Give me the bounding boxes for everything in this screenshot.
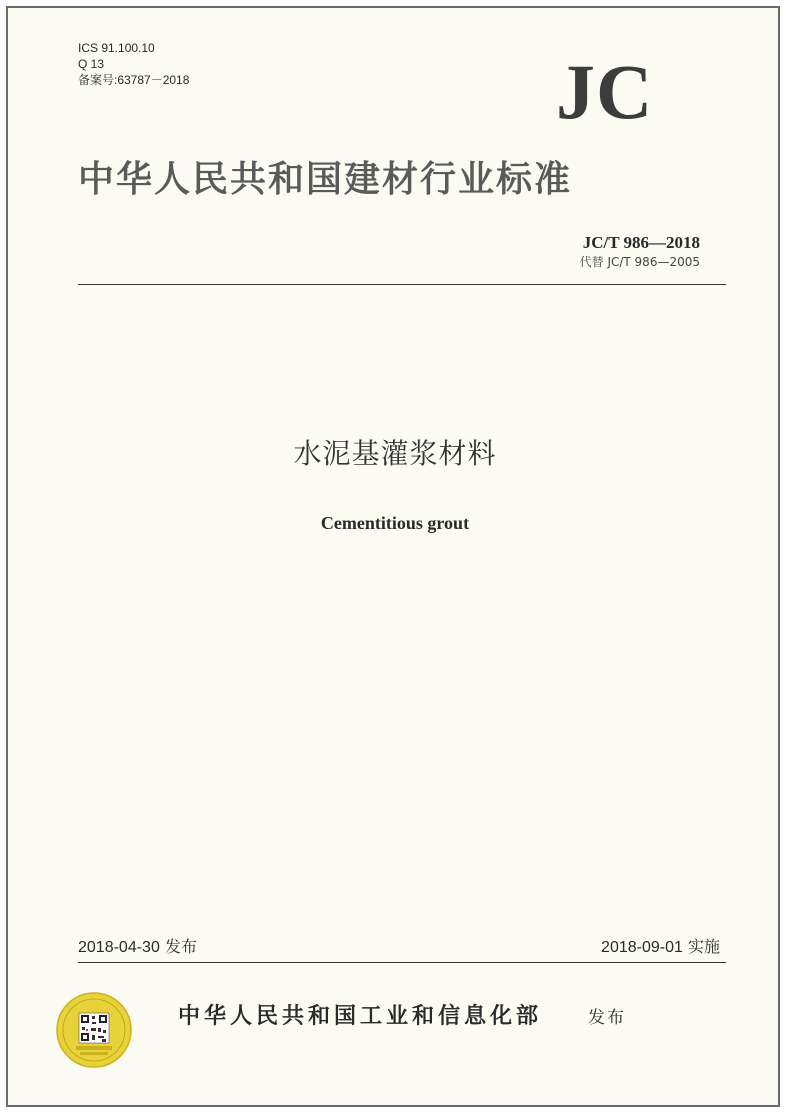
classification-block (78, 40, 189, 88)
issue-label: 发布 (164, 937, 197, 956)
standard-category-title: 中华人民共和国建材行业标准 (78, 159, 573, 200)
jc-logo: JC (556, 48, 654, 135)
standard-code-block (580, 233, 700, 271)
document-cover (6, 6, 780, 1107)
standard-number: JC/T 986—2018 (582, 233, 700, 252)
issuing-authority: 中华人民共和国工业和信息化部 (178, 1004, 543, 1029)
top-divider (78, 284, 726, 285)
filing-number: 备案号:63787－2018 (78, 73, 190, 87)
issue-date-line (78, 936, 197, 959)
implementation-label: 实施 (687, 937, 720, 956)
anti-counterfeit-qr-seal-icon (56, 992, 132, 1068)
issue-date: 2018-04-30 (78, 939, 160, 956)
bottom-divider (78, 962, 726, 963)
ics-code: ICS 91.100.10 (78, 41, 155, 55)
issuing-action: 发布 (588, 1008, 626, 1028)
implementation-date: 2018-09-01 (601, 939, 683, 956)
document-title-chinese: 水泥基灌浆材料 (293, 437, 497, 470)
document-title-english: Cementitious grout (320, 513, 470, 533)
ccs-code: Q 13 (78, 57, 105, 71)
replaces-standard: 代替 JC/T 986—2005 (579, 255, 700, 269)
implementation-date-line (601, 936, 720, 959)
